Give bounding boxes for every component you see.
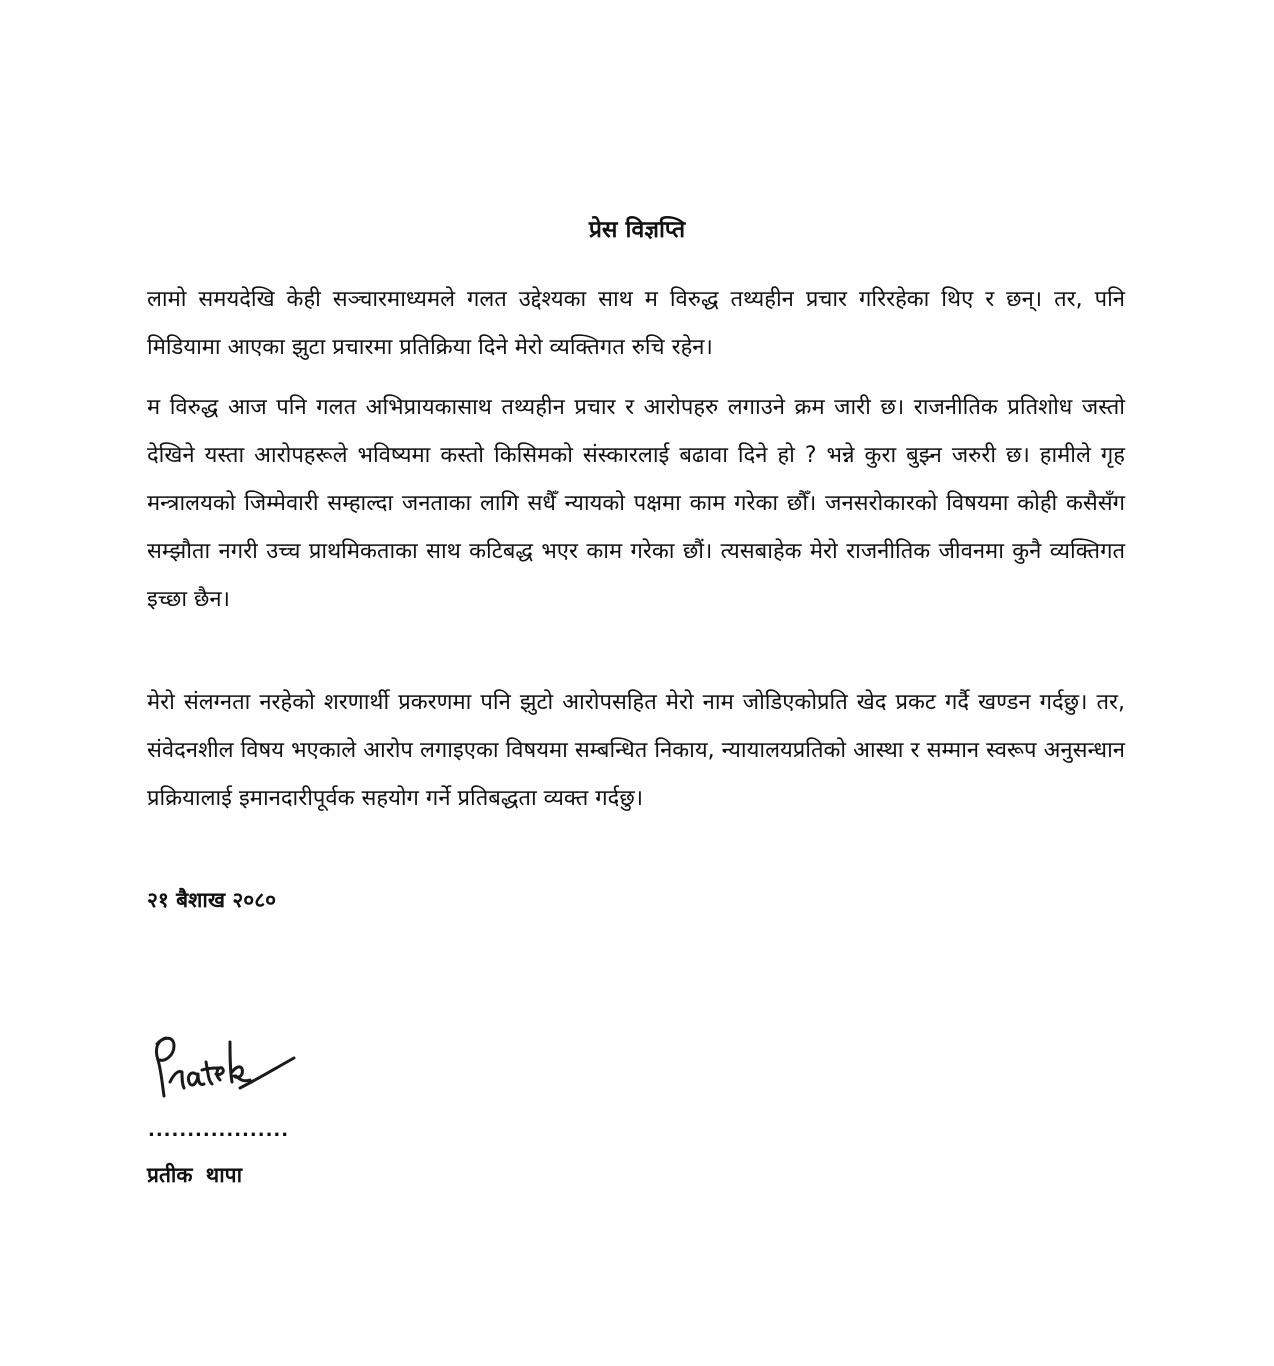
signature-underline bbox=[240, 1058, 294, 1088]
paragraph-1 bbox=[147, 276, 1125, 372]
paragraph-2-text: म विरुद्ध आज पनि गलत अभिप्रायकासाथ तथ्यहीन प्रचार र आरोपहरु लगाउने क्रम जारी छ। राजनीतिक प्रतिशोध जस्तो देखिने यस्ता आरोपहरूले भविष्यमा कस्तो किसिमको संस्कारलाई बढावा दिने हो ? भन्ने कुरा बुझ्न जरुरी छ। हामीले गृह मन्त्रालयको जिम्मेवारी सम्हाल्दा जनताका लागि सधैँ न्यायको पक्षमा काम गरेका छौँ। जनसरोकारको विषयमा कोही कसैसँग सम्झौता नगरी उच्च प्राथमिकताका साथ कटिबद्ध भएर काम गरेका छौं। त्यसबाहेक मेरो राजनीतिक जीवनमा कुनै व्यक्तिगत इच्छा छैन। bbox=[147, 395, 1125, 612]
signature-stroke-a bbox=[188, 1073, 204, 1085]
signature-line: .................. bbox=[148, 1120, 290, 1141]
signature-stroke-k bbox=[230, 1042, 250, 1082]
handwritten-signature bbox=[148, 1026, 298, 1106]
paragraph-2 bbox=[147, 384, 1125, 624]
document-title: प्रेस विज्ञप्ति bbox=[588, 217, 686, 243]
paragraph-1-text: लामो समयदेखि केही सञ्चारमाध्यमले गलत उद्देश्यका साथ म विरुद्ध तथ्यहीन प्रचार गरिरहेका थिए र छन्। तर, पनि मिडियामा आएका झुटा प्रचारमा प्रतिक्रिया दिने मेरो व्यक्तिगत रुचि रहेन। bbox=[147, 287, 1125, 360]
signature-stroke-r bbox=[170, 1071, 184, 1088]
signature-stroke-e bbox=[216, 1068, 223, 1080]
signer-name: प्रतीक थापा bbox=[147, 1163, 243, 1187]
release-date: २१ बैशाख २०८० bbox=[147, 888, 277, 912]
paragraph-3-text: मेरो संलग्नता नरहेको शरणार्थी प्रकरणमा पनि झुटो आरोपसहित मेरो नाम जोडिएकोप्रति खेद प्रकट गर्दै खण्डन गर्दछु। तर, संवेदनशील विषय भएकाले आरोप लगाइएका विषयमा सम्बन्धित निकाय, न्यायालयप्रतिको आस्था र सम्मान स्वरूप अनुसन्धान प्रक्रियालाई इमानदारीपूर्वक सहयोग गर्ने प्रतिबद्धता व्यक्त गर्दछु। bbox=[147, 690, 1125, 811]
paragraph-3 bbox=[147, 679, 1125, 823]
signature-stroke-p bbox=[156, 1038, 174, 1096]
